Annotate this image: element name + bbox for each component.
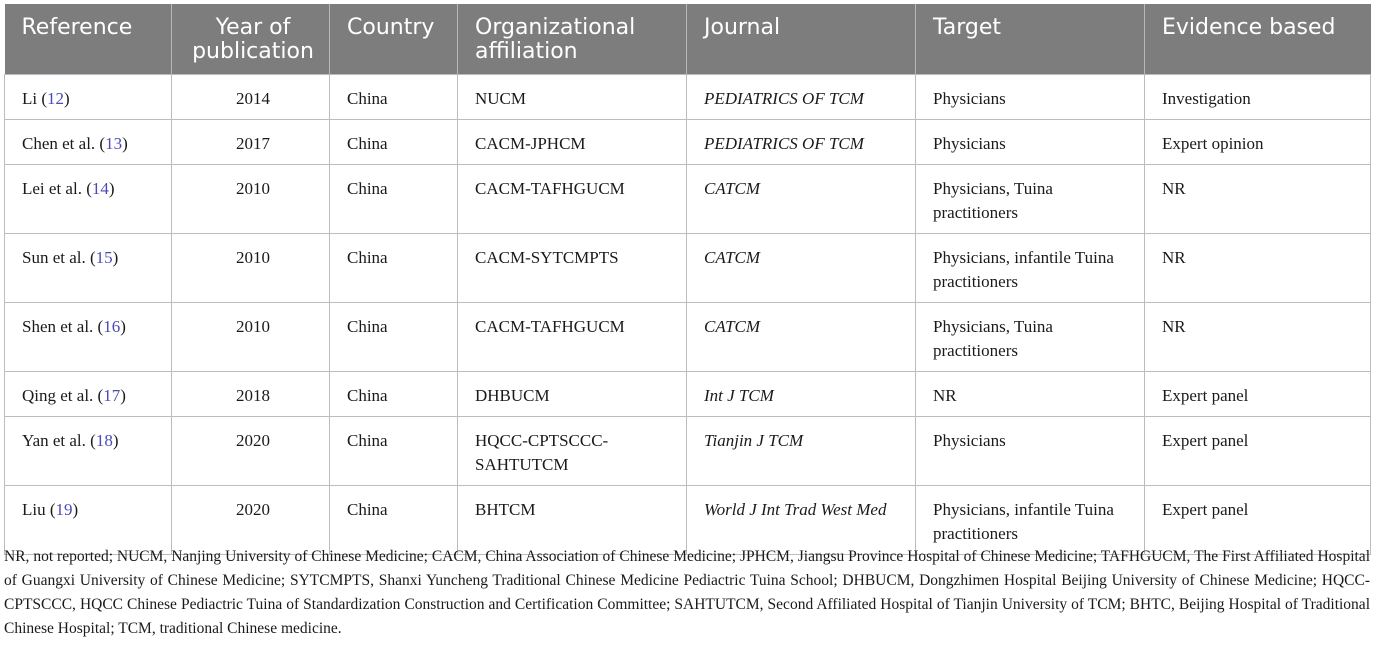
reference-cell bbox=[5, 234, 172, 303]
affiliation-cell: NUCM bbox=[458, 75, 687, 120]
table-row bbox=[5, 303, 1371, 372]
country-cell: China bbox=[330, 486, 458, 555]
header-target: Target bbox=[916, 4, 1145, 75]
citation-link[interactable]: 19 bbox=[55, 500, 73, 519]
evidence-cell: Expert panel bbox=[1145, 417, 1371, 486]
affiliation-cell: CACM-JPHCM bbox=[458, 120, 687, 165]
reference-author: Liu ( bbox=[22, 500, 56, 519]
target-cell: Physicians, infantile Tuina practitioners bbox=[916, 486, 1145, 555]
table-row bbox=[5, 120, 1371, 165]
target-cell: Physicians, Tuina practitioners bbox=[916, 165, 1145, 234]
citation-link[interactable]: 16 bbox=[103, 317, 121, 336]
header-country: Country bbox=[330, 4, 458, 75]
reference-author: Sun et al. ( bbox=[22, 248, 96, 267]
evidence-cell: NR bbox=[1145, 303, 1371, 372]
target-cell: Physicians bbox=[916, 75, 1145, 120]
header-row bbox=[5, 4, 1371, 75]
reference-cell bbox=[5, 417, 172, 486]
journal-cell: CATCM bbox=[687, 234, 916, 303]
citation-link[interactable]: 15 bbox=[95, 248, 113, 267]
citation-link[interactable]: 17 bbox=[103, 386, 121, 405]
year-cell: 2017 bbox=[172, 120, 330, 165]
table-row bbox=[5, 165, 1371, 234]
table-row bbox=[5, 234, 1371, 303]
reference-cell bbox=[5, 303, 172, 372]
reference-author: Li ( bbox=[22, 89, 48, 108]
table-row bbox=[5, 417, 1371, 486]
header-reference: Reference bbox=[5, 4, 172, 75]
citation-link[interactable]: 14 bbox=[91, 179, 109, 198]
affiliation-cell: CACM-TAFHGUCM bbox=[458, 303, 687, 372]
country-cell: China bbox=[330, 372, 458, 417]
guidelines-table bbox=[4, 4, 1371, 555]
evidence-cell: Expert panel bbox=[1145, 372, 1371, 417]
reference-author: Chen et al. ( bbox=[22, 134, 106, 153]
year-cell: 2010 bbox=[172, 165, 330, 234]
reference-close: ) bbox=[112, 248, 119, 267]
reference-close: ) bbox=[120, 386, 126, 405]
header-evidence: Evidence based bbox=[1145, 4, 1371, 75]
citation-link[interactable]: 18 bbox=[95, 431, 113, 450]
evidence-cell: Investigation bbox=[1145, 75, 1371, 120]
country-cell: China bbox=[330, 120, 458, 165]
country-cell: China bbox=[330, 417, 458, 486]
country-cell: China bbox=[330, 303, 458, 372]
citation-link[interactable]: 13 bbox=[105, 134, 123, 153]
affiliation-cell: CACM-SYTCMPTS bbox=[458, 234, 687, 303]
reference-close: ) bbox=[64, 89, 70, 108]
year-cell: 2020 bbox=[172, 417, 330, 486]
header-journal: Journal bbox=[687, 4, 916, 75]
country-cell: China bbox=[330, 75, 458, 120]
evidence-cell: NR bbox=[1145, 234, 1371, 303]
journal-cell: PEDIATRICS OF TCM bbox=[687, 120, 916, 165]
reference-cell bbox=[5, 372, 172, 417]
reference-close: ) bbox=[122, 134, 128, 153]
reference-author: Yan et al. ( bbox=[22, 431, 96, 450]
target-cell: Physicians bbox=[916, 120, 1145, 165]
table-row bbox=[5, 75, 1371, 120]
reference-close: ) bbox=[112, 431, 119, 450]
country-cell: China bbox=[330, 165, 458, 234]
citation-link[interactable]: 12 bbox=[47, 89, 65, 108]
year-cell: 2018 bbox=[172, 372, 330, 417]
year-cell: 2020 bbox=[172, 486, 330, 555]
reference-close: ) bbox=[108, 179, 115, 198]
reference-close: ) bbox=[72, 500, 79, 519]
reference-cell bbox=[5, 75, 172, 120]
year-cell: 2014 bbox=[172, 75, 330, 120]
affiliation-cell: BHTCM bbox=[458, 486, 687, 555]
year-cell: 2010 bbox=[172, 234, 330, 303]
target-cell: Physicians, Tuina practitioners bbox=[916, 303, 1145, 372]
evidence-cell: NR bbox=[1145, 165, 1371, 234]
year-cell: 2010 bbox=[172, 303, 330, 372]
header-affiliation: Organizational affiliation bbox=[458, 4, 687, 75]
affiliation-cell: HQCC-CPTSCCC-SAHTUTCM bbox=[458, 417, 687, 486]
target-cell: Physicians, infantile Tuina practitioners bbox=[916, 234, 1145, 303]
reference-cell bbox=[5, 120, 172, 165]
reference-cell bbox=[5, 165, 172, 234]
country-cell: China bbox=[330, 234, 458, 303]
table-footnote: NR, not reported; NUCM, Nanjing University of Chinese Medicine; CACM, China Association of Chinese Medicine; JPHCM, Jiangsu Province Hospital of Chinese Medicine; TAFHGUCM, The First Affiliated Hospital of Guangxi University of Chinese Medicine; SYTCMPTS, Shanxi Yuncheng Traditional Chinese Medicine Pediactric Tuina School; DHBUCM, Dongzhimen Hospital Beijing University of Chinese Medicine; HQCC-CPTSCCC, HQCC Chinese Pediactric Tuina of Standardization Construction and Certification Committee; SAHTUTCM, Second Affiliated Hospital of Tianjin University of TCM; BHTC, Beijing Hospital of Traditional Chinese Hospital; TCM, traditional Chinese medicine. bbox=[4, 548, 1370, 637]
journal-cell: CATCM bbox=[687, 165, 916, 234]
header-year: Year of publication bbox=[172, 4, 330, 75]
journal-cell: PEDIATRICS OF TCM bbox=[687, 75, 916, 120]
journal-cell: Int J TCM bbox=[687, 372, 916, 417]
target-cell: NR bbox=[916, 372, 1145, 417]
table-row bbox=[5, 372, 1371, 417]
affiliation-cell: DHBUCM bbox=[458, 372, 687, 417]
reference-author: Shen et al. ( bbox=[22, 317, 104, 336]
evidence-cell: Expert opinion bbox=[1145, 120, 1371, 165]
reference-close: ) bbox=[120, 317, 126, 336]
journal-cell: CATCM bbox=[687, 303, 916, 372]
guidelines-table-container bbox=[4, 4, 1370, 555]
reference-author: Qing et al. ( bbox=[22, 386, 104, 405]
journal-cell: World J Int Trad West Med bbox=[687, 486, 916, 555]
target-cell: Physicians bbox=[916, 417, 1145, 486]
reference-author: Lei et al. ( bbox=[22, 179, 92, 198]
journal-cell: Tianjin J TCM bbox=[687, 417, 916, 486]
evidence-cell: Expert panel bbox=[1145, 486, 1371, 555]
affiliation-cell: CACM-TAFHGUCM bbox=[458, 165, 687, 234]
